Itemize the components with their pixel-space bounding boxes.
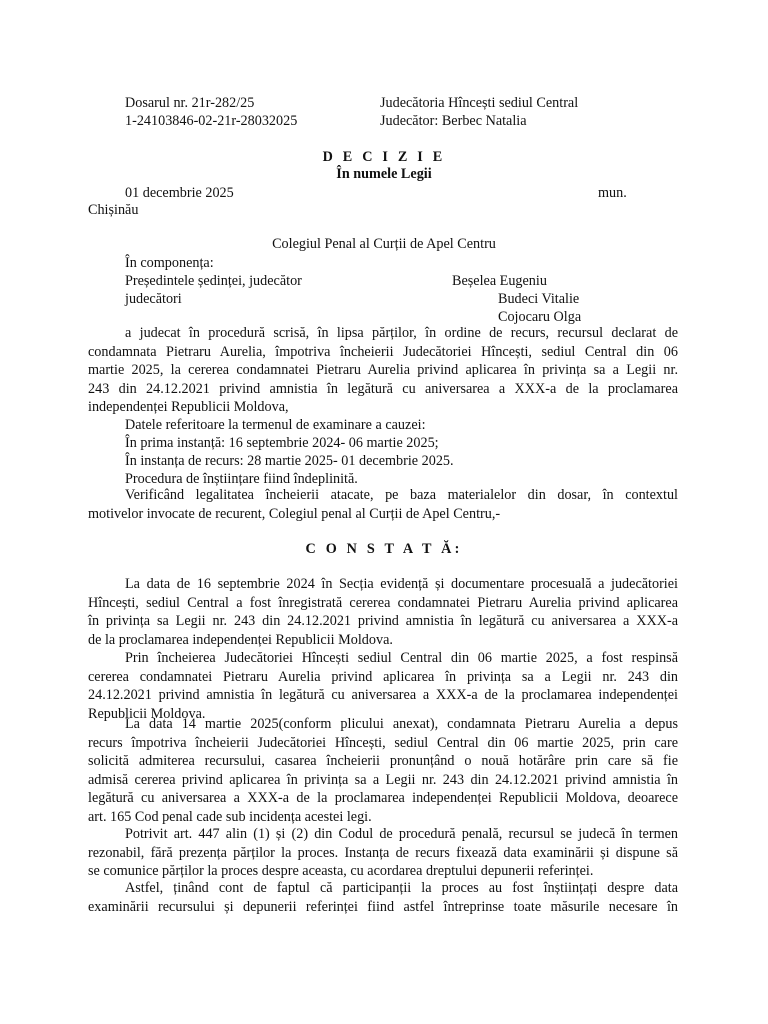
paragraph-line: Republicii Moldova.	[88, 705, 206, 722]
paragraph-line: rezonabil, fără prezența părților la proces. Instanța de recurs fixează data examinării și dispune să	[88, 844, 678, 861]
paragraph-line: recurs împotriva încheierii Judecătoriei Hîncești, sediul Central din 06 martie 2025, prin care	[88, 734, 678, 751]
judge-name: Judecător: Berbec Natalia	[380, 113, 527, 129]
intro-line: independenței Republicii Moldova,	[88, 399, 289, 416]
paragraph-line: Prin încheierea Judecătoriei Hîncești sediul Central din 06 martie 2025, a fost respinsă	[125, 650, 678, 666]
paragraph-line: legătură cu aniversarea a XXX-a de la proclamarea independenței Republicii Moldova, deoarece	[88, 790, 678, 807]
city-prefix: mun.	[598, 185, 627, 201]
finds-paragraph-4	[88, 825, 678, 881]
paragraph-line: cererea condamnatei Pietraru Aurelia privind aplicarea în privința sa a Legii nr. 243 din	[88, 668, 678, 685]
decision-date: 01 decembrie 2025	[125, 185, 234, 201]
intro-line: a judecat în procedură scrisă, în lipsa părților, în ordine de recurs, recursul declarat de	[125, 325, 678, 341]
first-instance-period: În prima instanță: 16 septembrie 2024- 06 martie 2025;	[125, 435, 439, 451]
paragraph-line: solicită admiterea recursului, casarea încheierii pronunțând o nouă hotărâre prin care să fie	[88, 753, 678, 770]
verification-paragraph	[88, 486, 678, 523]
president-name: Beșelea Eugeniu	[452, 273, 547, 289]
paragraph-line: 24.12.2021 privind amnistia în legătură cu aniversarea a XXX-a de la proclamarea independenței	[88, 687, 678, 704]
paragraph-line: art. 165 Cod penal cade sub incidența acestei legi.	[88, 808, 372, 825]
president-label: Președintele ședinței, judecător	[125, 273, 302, 289]
case-number: Dosarul nr. 21r-282/25	[125, 95, 255, 111]
paragraph-line: La data de 16 septembrie 2024 în Secția evidență și documentare procesuală a judecătoriei	[125, 576, 678, 592]
paragraph-line: admisă cererea privind aplicarea în privința sa a Legii nr. 243 din 24.12.2021 privind amnistia în	[88, 771, 678, 788]
composition-label: În componența:	[125, 255, 214, 271]
case-id: 1-24103846-02-21r-28032025	[125, 113, 298, 129]
deadlines-label: Datele referitoare la termenul de examinare a cauzei:	[125, 417, 426, 433]
intro-paragraph	[88, 324, 678, 417]
paragraph-line: în privința sa Legii nr. 243 din 24.12.2021 privind amnistia în legătură cu aniversarea a XXX-a	[88, 613, 678, 630]
summons-note: Procedura de înștiințare fiind îndeplinită.	[125, 471, 358, 487]
appeal-instance-period: În instanța de recurs: 28 martie 2025- 01 decembrie 2025.	[125, 453, 454, 469]
college-name: Colegiul Penal al Curții de Apel Centru	[272, 236, 496, 252]
intro-line: martie 2025, la cererea condamnatei Pietraru Aurelia privind aplicarea în privința sa a Legii nr.	[88, 362, 678, 379]
city-name: Chișinău	[88, 202, 139, 218]
verification-line: Verificând legalitatea încheierii atacate, pe baza materialelor din dosar, în contextul	[125, 487, 678, 503]
intro-line: 243 din 24.12.2021 privind amnistia în legătură cu aniversarea a XXX-a de la proclamarea	[88, 380, 678, 397]
paragraph-line: Hîncești, sediul Central a fost înregistrată cererea condamnatei Pietraru Aurelia privind aplicarea	[88, 594, 678, 611]
paragraph-line: Astfel, ținând cont de faptul că participanții la proces au fost înștiințați despre data	[125, 880, 678, 896]
finds-paragraph-1	[88, 575, 678, 649]
finds-paragraph-3	[88, 715, 678, 827]
finds-heading: C O N S T A T Ă:	[305, 541, 463, 557]
decision-subheading: În numele Legii	[336, 166, 432, 182]
judge-1-name: Budeci Vitalie	[498, 291, 580, 307]
court-name: Judecătoria Hîncești sediul Central	[380, 95, 579, 111]
finds-paragraph-2	[88, 649, 678, 723]
paragraph-line: de la proclamarea independenței Republicii Moldova.	[88, 631, 393, 648]
paragraph-line: se comunice părților la proces despre aceasta, cu acordarea dreptului depunerii referinței.	[88, 863, 594, 880]
intro-line: condamnata Pietraru Aurelia, împotriva încheierii Judecătoriei Hîncești, sediul Central din 06	[88, 343, 678, 360]
judge-2-name: Cojocaru Olga	[498, 309, 582, 325]
paragraph-line: examinării recursului și depunerii referinței fiind astfel întreprinse toate măsurile necesare în	[88, 898, 678, 915]
paragraph-line: La data 14 martie 2025(conform plicului anexat), condamnata Pietraru Aurelia a depus	[125, 716, 678, 732]
paragraph-line: Potrivit art. 447 alin (1) și (2) din Codul de procedură penală, recursul se judecă în termen	[125, 826, 678, 842]
decision-heading: D E C I Z I E	[322, 149, 446, 165]
judges-label: judecători	[125, 291, 182, 307]
verification-line: motivelor invocate de recurent, Colegiul penal al Curții de Apel Centru,-	[88, 505, 501, 522]
finds-paragraph-5	[88, 879, 678, 916]
